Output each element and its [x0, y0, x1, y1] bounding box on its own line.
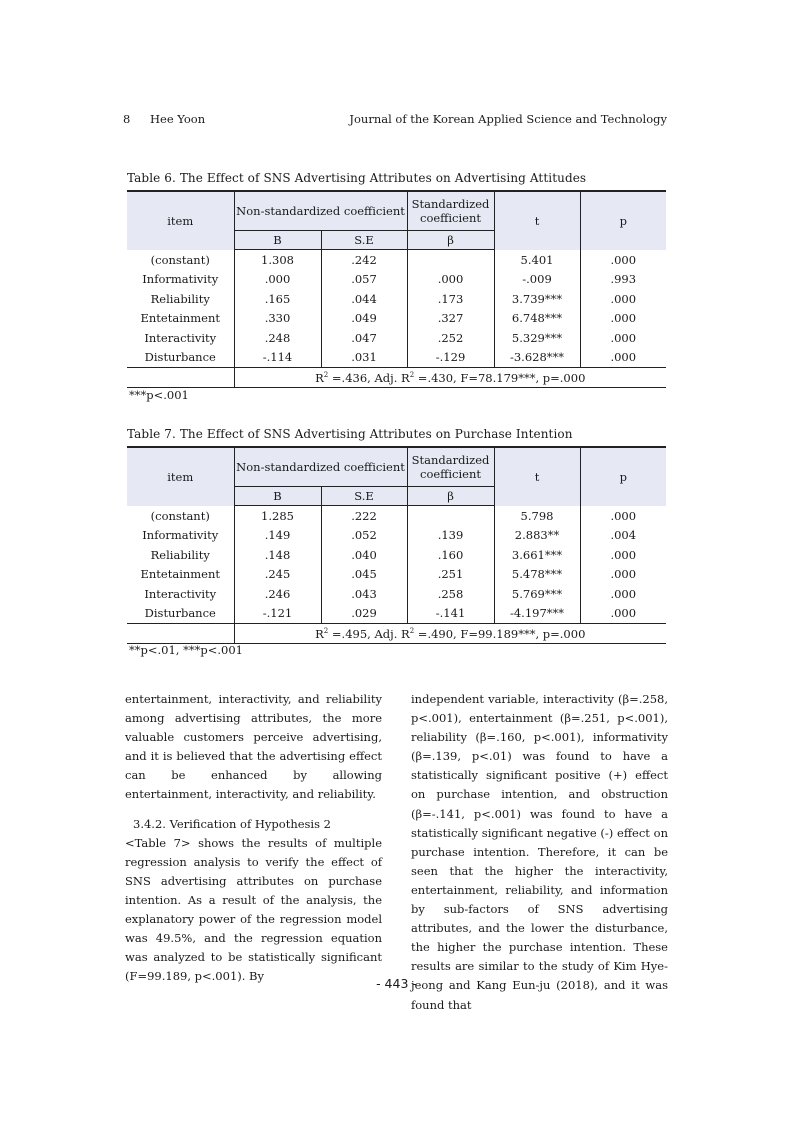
cell-item: (constant) — [150, 252, 210, 267]
header-author: Hee Yoon — [149, 112, 206, 126]
cell-se: .222 — [321, 506, 407, 526]
table-row — [127, 506, 666, 526]
table6-note: ***p<.001 — [129, 388, 189, 402]
cell-b: .330 — [234, 309, 321, 329]
table6-head-se: S.E — [321, 231, 407, 250]
table7-head-t: t — [494, 447, 580, 506]
cell-p: .000 — [580, 348, 666, 368]
table7-note: **p<.01, ***p<.001 — [129, 643, 243, 657]
cell-b: -.121 — [234, 604, 321, 624]
table7-head-b: B — [234, 487, 321, 506]
cell-b: .245 — [234, 565, 321, 585]
cell-item: Informativity — [142, 528, 219, 543]
right-column — [411, 690, 668, 1015]
cell-t: 5.329*** — [494, 328, 580, 348]
page-header — [123, 112, 667, 126]
table7 — [127, 446, 666, 644]
table7-head-std: Standardized coefficient — [407, 447, 494, 487]
table6-head-t: t — [494, 191, 580, 250]
table6-head-nonstd: Non-standardized coefficient — [234, 191, 407, 231]
table6-head-p: p — [580, 191, 666, 250]
table7-summary-sup2: 2 — [409, 626, 415, 635]
cell-b: 1.285 — [234, 506, 321, 526]
cell-se: .045 — [321, 565, 407, 585]
cell-se: .031 — [321, 348, 407, 368]
cell-t: -3.628*** — [494, 348, 580, 368]
table7-head-item: item — [127, 447, 234, 506]
cell-beta: .327 — [407, 309, 494, 329]
cell-p: .000 — [580, 604, 666, 624]
table6-summary-sup1: 2 — [323, 370, 329, 379]
table6-head-std: Standardized coefficient — [407, 191, 494, 231]
section-heading: 3.4.2. Verification of Hypothesis 2 — [133, 816, 331, 831]
cell-b: .248 — [234, 328, 321, 348]
table-row — [127, 565, 666, 585]
cell-item: Reliability — [150, 291, 210, 306]
cell-se: .029 — [321, 604, 407, 624]
cell-p: .000 — [580, 506, 666, 526]
table-row — [127, 348, 666, 368]
cell-b: .149 — [234, 526, 321, 546]
cell-t: 5.401 — [494, 250, 580, 270]
cell-t: -4.197*** — [494, 604, 580, 624]
cell-p: .000 — [580, 545, 666, 565]
cell-p: .000 — [580, 584, 666, 604]
cell-b: -.114 — [234, 348, 321, 368]
table6-head-b: B — [234, 231, 321, 250]
cell-beta — [407, 250, 494, 270]
cell-beta: .258 — [407, 584, 494, 604]
cell-beta — [407, 506, 494, 526]
cell-beta: .000 — [407, 270, 494, 290]
right-paragraph: independent variable, interactivity (β=.258, p<.001), entertainment (β=.251, p<.001), reliability (β=.160, p<.001), informativity (β=.139, p<.01) was found to have a statistically significant positive (+) effect on purchase intention, and obstruction (β=-.141, p<.001) was found to have a statistically significant negative (-) effect on purchase intention. Therefore, it can be seen that the higher the interactivity, entertainment, reliability, and information by sub-factors of SNS advertising attributes, and the lower the disturbance, the higher the purchase intention. These results are similar to the study of Kim Hye-jeong and Kang Eun-ju (2018), and it was found that — [411, 692, 668, 1012]
table7-summary — [234, 624, 666, 644]
cell-se: .047 — [321, 328, 407, 348]
cell-beta: .139 — [407, 526, 494, 546]
table7-summary-r: R — [315, 626, 324, 641]
cell-b: 1.308 — [234, 250, 321, 270]
table-row — [127, 584, 666, 604]
cell-item: Entetainment — [140, 311, 221, 326]
page-number: - 443 - — [376, 976, 417, 991]
cell-p: .004 — [580, 526, 666, 546]
table6-head-item: item — [127, 191, 234, 250]
cell-beta: .252 — [407, 328, 494, 348]
cell-beta: .251 — [407, 565, 494, 585]
cell-se: .044 — [321, 289, 407, 309]
cell-p: .000 — [580, 250, 666, 270]
cell-b: .246 — [234, 584, 321, 604]
cell-b: .148 — [234, 545, 321, 565]
table-row — [127, 328, 666, 348]
cell-b: .165 — [234, 289, 321, 309]
cell-t: 2.883** — [494, 526, 580, 546]
cell-t: 3.661*** — [494, 545, 580, 565]
table-row — [127, 250, 666, 270]
cell-item: Interactivity — [144, 330, 217, 345]
table-row — [127, 270, 666, 290]
table7-head-beta: β — [407, 487, 494, 506]
table-row — [127, 604, 666, 624]
table6-summary-part1: =.436, Adj. R — [328, 370, 410, 385]
table7-head-se: S.E — [321, 487, 407, 506]
cell-se: .242 — [321, 250, 407, 270]
cell-item: (constant) — [150, 508, 210, 523]
table6-summary-sup2: 2 — [409, 370, 415, 379]
table-row — [127, 289, 666, 309]
table-row — [127, 309, 666, 329]
cell-t: 3.739*** — [494, 289, 580, 309]
cell-t: 5.769*** — [494, 584, 580, 604]
header-left — [123, 112, 205, 126]
cell-t: -.009 — [494, 270, 580, 290]
cell-se: .043 — [321, 584, 407, 604]
table7-head-nonstd: Non-standardized coefficient — [234, 447, 407, 487]
table6-summary-part2: =.430, F=78.179***, p=.000 — [414, 370, 586, 385]
table7-summary-sup1: 2 — [323, 626, 329, 635]
cell-t: 5.478*** — [494, 565, 580, 585]
cell-se: .057 — [321, 270, 407, 290]
cell-item: Informativity — [142, 272, 219, 287]
cell-se: .040 — [321, 545, 407, 565]
table6-head-beta: β — [407, 231, 494, 250]
cell-p: .000 — [580, 565, 666, 585]
header-journal: Journal of the Korean Applied Science and Technology — [349, 112, 667, 126]
cell-beta: .160 — [407, 545, 494, 565]
table6-summary-r: R — [315, 370, 324, 385]
cell-beta: -.141 — [407, 604, 494, 624]
cell-p: .000 — [580, 328, 666, 348]
cell-p: .000 — [580, 289, 666, 309]
table-row — [127, 526, 666, 546]
cell-item: Disturbance — [144, 606, 216, 621]
cell-beta: .173 — [407, 289, 494, 309]
cell-p: .000 — [580, 309, 666, 329]
table6 — [127, 190, 666, 388]
table6-caption: Table 6. The Effect of SNS Advertising Attributes on Advertising Attitudes — [127, 171, 587, 185]
cell-se: .052 — [321, 526, 407, 546]
left-paragraph-2: <Table 7> shows the results of multiple regression analysis to verify the effect of SNS advertising attributes on purchase intention. As a result of the analysis, the explanatory power of the regression model was 49.5%, and the regression equation was analyzed to be statistically significant (F=99.189, p<.001). By — [125, 835, 382, 984]
left-paragraph-1: entertainment, interactivity, and reliability among advertising attributes, the more valuable customers perceive advertising, and it is believed that the advertising effect can be enhanced by allowing entertainment, interactivity, and reliability. — [125, 692, 382, 802]
cell-item: Disturbance — [144, 350, 216, 365]
table6-summary — [234, 368, 666, 388]
table7-head-p: p — [580, 447, 666, 506]
cell-item: Interactivity — [144, 586, 217, 601]
cell-t: 5.798 — [494, 506, 580, 526]
cell-item: Entetainment — [140, 567, 221, 582]
cell-se: .049 — [321, 309, 407, 329]
cell-item: Reliability — [150, 547, 210, 562]
cell-b: .000 — [234, 270, 321, 290]
table7-caption: Table 7. The Effect of SNS Advertising Attributes on Purchase Intention — [127, 427, 573, 441]
table-row — [127, 545, 666, 565]
cell-t: 6.748*** — [494, 309, 580, 329]
table7-summary-part2: =.490, F=99.189***, p=.000 — [414, 626, 586, 641]
header-page-number: 8 — [123, 112, 131, 126]
left-column — [125, 690, 382, 986]
table7-summary-part1: =.495, Adj. R — [328, 626, 410, 641]
cell-p: .993 — [580, 270, 666, 290]
cell-beta: -.129 — [407, 348, 494, 368]
